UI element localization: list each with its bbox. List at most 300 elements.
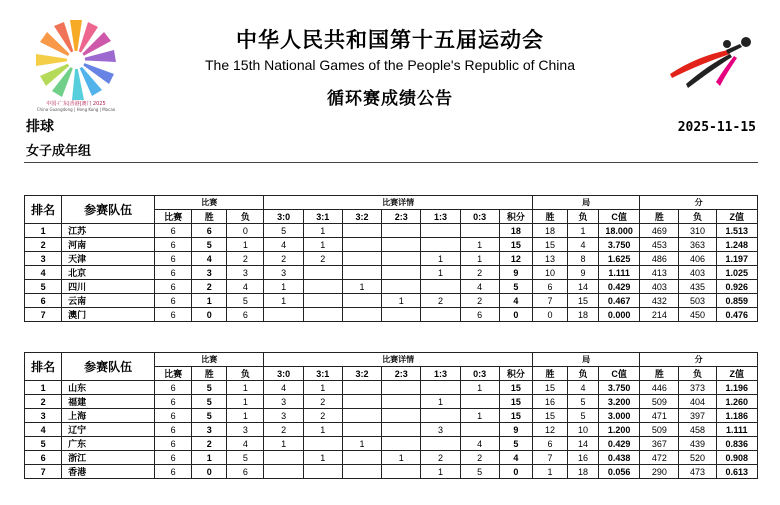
cell-sets-won: 15 xyxy=(532,381,567,395)
cell-pts-lost: 404 xyxy=(679,395,716,409)
cell-z: 1.513 xyxy=(716,224,757,238)
cell-team: 江苏 xyxy=(62,224,155,238)
cell-pts: 15 xyxy=(499,381,532,395)
cell-pts-won: 453 xyxy=(640,238,679,252)
cell-s13 xyxy=(421,224,460,238)
cell-s23 xyxy=(382,280,421,294)
col-rank: 排名 xyxy=(25,353,62,381)
col-sets-group: 局 xyxy=(532,196,639,210)
cell-s32 xyxy=(342,294,381,308)
cell-rank: 5 xyxy=(25,437,62,451)
cell-pts-won: 486 xyxy=(640,252,679,266)
cell-pts-lost: 473 xyxy=(679,465,716,479)
cell-rank: 1 xyxy=(25,224,62,238)
cell-sets-won: 18 xyxy=(532,224,567,238)
cell-played: 6 xyxy=(155,437,192,451)
cell-s23 xyxy=(382,437,421,451)
cell-sets-lost: 14 xyxy=(568,280,599,294)
cell-s23 xyxy=(382,308,421,322)
cell-team: 云南 xyxy=(62,294,155,308)
cell-sets-won: 16 xyxy=(532,395,567,409)
cell-team: 北京 xyxy=(62,266,155,280)
cell-s30 xyxy=(264,465,303,479)
col-won: 胜 xyxy=(192,210,227,224)
cell-s31: 1 xyxy=(303,423,342,437)
cell-sets-won: 15 xyxy=(532,238,567,252)
cell-s03 xyxy=(460,395,499,409)
cell-sets-lost: 16 xyxy=(568,451,599,465)
cell-sets-lost: 5 xyxy=(568,395,599,409)
col-matches-group: 比赛 xyxy=(155,353,264,367)
col-points-group: 分 xyxy=(640,196,758,210)
cell-wins: 1 xyxy=(192,451,227,465)
cell-team: 浙江 xyxy=(62,451,155,465)
cell-sets-lost: 9 xyxy=(568,266,599,280)
cell-s31 xyxy=(303,266,342,280)
cell-played: 6 xyxy=(155,308,192,322)
cell-pts-lost: 458 xyxy=(679,423,716,437)
cell-lost: 4 xyxy=(227,280,264,294)
cell-s32: 1 xyxy=(342,280,381,294)
col-z-value: Z值 xyxy=(716,367,757,381)
col-team: 参赛队伍 xyxy=(62,196,155,224)
cell-pts: 15 xyxy=(499,395,532,409)
cell-rank: 3 xyxy=(25,252,62,266)
col-won: 胜 xyxy=(192,367,227,381)
cell-lost: 5 xyxy=(227,451,264,465)
cell-played: 6 xyxy=(155,451,192,465)
cell-s30: 3 xyxy=(264,266,303,280)
col-1-3: 1:3 xyxy=(421,367,460,381)
cell-team: 广东 xyxy=(62,437,155,451)
cell-wins: 6 xyxy=(192,224,227,238)
col-sets-won: 胜 xyxy=(532,210,567,224)
table-row xyxy=(25,224,758,238)
cell-s32 xyxy=(342,451,381,465)
cell-cval: 0.429 xyxy=(598,280,639,294)
cell-rank: 3 xyxy=(25,409,62,423)
cell-s13: 2 xyxy=(421,451,460,465)
cell-z: 0.836 xyxy=(716,437,757,451)
cell-pts-lost: 363 xyxy=(679,238,716,252)
cell-rank: 6 xyxy=(25,451,62,465)
cell-s13 xyxy=(421,308,460,322)
col-1-3: 1:3 xyxy=(421,210,460,224)
cell-s03: 1 xyxy=(460,409,499,423)
cell-s03: 2 xyxy=(460,451,499,465)
cell-pts-lost: 397 xyxy=(679,409,716,423)
col-lost: 负 xyxy=(227,210,264,224)
sport-name: 排球 xyxy=(26,119,54,135)
cell-sets-won: 13 xyxy=(532,252,567,266)
col-0-3: 0:3 xyxy=(460,210,499,224)
cell-sets-lost: 18 xyxy=(568,465,599,479)
cell-sets-lost: 4 xyxy=(568,381,599,395)
cell-s13: 2 xyxy=(421,294,460,308)
cell-pts-won: 413 xyxy=(640,266,679,280)
col-played: 比赛 xyxy=(155,210,192,224)
cell-s30: 1 xyxy=(264,280,303,294)
col-pts-won: 胜 xyxy=(640,367,679,381)
cell-pts-won: 446 xyxy=(640,381,679,395)
cell-played: 6 xyxy=(155,423,192,437)
cell-sets-lost: 15 xyxy=(568,294,599,308)
cell-sets-won: 12 xyxy=(532,423,567,437)
logo-caption-cn: 中国·广东|香港|澳门 2025 xyxy=(46,101,106,107)
cell-pts-won: 509 xyxy=(640,395,679,409)
cell-s30: 3 xyxy=(264,409,303,423)
cell-wins: 2 xyxy=(192,280,227,294)
cell-s31 xyxy=(303,294,342,308)
cell-s32 xyxy=(342,266,381,280)
cell-lost: 2 xyxy=(227,252,264,266)
cell-rank: 2 xyxy=(25,395,62,409)
cell-cval: 3.000 xyxy=(598,409,639,423)
cell-s23: 1 xyxy=(382,294,421,308)
table-row xyxy=(25,423,758,437)
col-c-value: C值 xyxy=(598,210,639,224)
cell-pts: 15 xyxy=(499,238,532,252)
cell-s13: 1 xyxy=(421,395,460,409)
cell-sets-lost: 4 xyxy=(568,238,599,252)
report-subtitle: 循环赛成绩公告 xyxy=(327,89,453,109)
cell-pts: 0 xyxy=(499,465,532,479)
cell-s23 xyxy=(382,224,421,238)
cell-s30: 2 xyxy=(264,423,303,437)
cell-wins: 3 xyxy=(192,423,227,437)
cell-rank: 2 xyxy=(25,238,62,252)
cell-pts-won: 432 xyxy=(640,294,679,308)
cell-pts-lost: 403 xyxy=(679,266,716,280)
cell-s03: 2 xyxy=(460,294,499,308)
cell-sets-won: 15 xyxy=(532,409,567,423)
cell-team: 天津 xyxy=(62,252,155,266)
cell-lost: 1 xyxy=(227,409,264,423)
cell-sets-won: 0 xyxy=(532,308,567,322)
cell-pts: 5 xyxy=(499,280,532,294)
cell-wins: 4 xyxy=(192,252,227,266)
table-row xyxy=(25,238,758,252)
cell-pts-lost: 439 xyxy=(679,437,716,451)
cell-cval: 1.200 xyxy=(598,423,639,437)
table-row xyxy=(25,294,758,308)
cell-sets-won: 7 xyxy=(532,294,567,308)
cell-z: 0.926 xyxy=(716,280,757,294)
cell-pts: 4 xyxy=(499,451,532,465)
cell-pts-lost: 406 xyxy=(679,252,716,266)
cell-pts-won: 509 xyxy=(640,423,679,437)
cell-played: 6 xyxy=(155,395,192,409)
cell-pts-won: 290 xyxy=(640,465,679,479)
cell-team: 澳门 xyxy=(62,308,155,322)
col-2-3: 2:3 xyxy=(382,367,421,381)
cell-s03: 4 xyxy=(460,280,499,294)
cell-pts-lost: 373 xyxy=(679,381,716,395)
col-pts-won: 胜 xyxy=(640,210,679,224)
results-table xyxy=(24,352,758,479)
cell-cval: 18.000 xyxy=(598,224,639,238)
cell-s32 xyxy=(342,252,381,266)
col-3-2: 3:2 xyxy=(342,210,381,224)
cell-wins: 5 xyxy=(192,409,227,423)
table-row xyxy=(25,395,758,409)
cell-s23 xyxy=(382,465,421,479)
col-3-0: 3:0 xyxy=(264,210,303,224)
cell-pts-lost: 310 xyxy=(679,224,716,238)
cell-s30 xyxy=(264,308,303,322)
cell-team: 香港 xyxy=(62,465,155,479)
games-logo-icon xyxy=(28,14,124,110)
cell-s13: 1 xyxy=(421,465,460,479)
cell-s32: 1 xyxy=(342,437,381,451)
group-name: 女子成年组 xyxy=(26,144,92,159)
cell-s30 xyxy=(264,451,303,465)
cell-team: 上海 xyxy=(62,409,155,423)
cell-s31: 2 xyxy=(303,395,342,409)
cell-s03: 1 xyxy=(460,238,499,252)
col-sets-lost: 负 xyxy=(568,210,599,224)
cell-rank: 6 xyxy=(25,294,62,308)
cell-lost: 5 xyxy=(227,294,264,308)
cell-wins: 0 xyxy=(192,308,227,322)
cell-s31 xyxy=(303,280,342,294)
cell-pts-won: 469 xyxy=(640,224,679,238)
cell-s32 xyxy=(342,423,381,437)
col-pts-lost: 负 xyxy=(679,367,716,381)
cell-s13: 1 xyxy=(421,252,460,266)
cell-pts: 9 xyxy=(499,423,532,437)
cell-cval: 1.625 xyxy=(598,252,639,266)
cell-sets-won: 6 xyxy=(532,437,567,451)
cell-s13 xyxy=(421,437,460,451)
cell-lost: 3 xyxy=(227,423,264,437)
cell-z: 0.613 xyxy=(716,465,757,479)
cell-lost: 1 xyxy=(227,381,264,395)
cell-cval: 3.750 xyxy=(598,381,639,395)
cell-pts-won: 472 xyxy=(640,451,679,465)
report-date: 2025-11-15 xyxy=(677,120,756,135)
col-rank: 排名 xyxy=(25,196,62,224)
cell-s32 xyxy=(342,409,381,423)
cell-cval: 3.750 xyxy=(598,238,639,252)
cell-pts: 5 xyxy=(499,437,532,451)
cell-z: 1.260 xyxy=(716,395,757,409)
cell-pts: 0 xyxy=(499,308,532,322)
col-details-group: 比赛详情 xyxy=(264,353,532,367)
cell-s23 xyxy=(382,409,421,423)
cell-lost: 4 xyxy=(227,437,264,451)
col-points-group: 分 xyxy=(640,353,758,367)
cell-pts-won: 367 xyxy=(640,437,679,451)
cell-rank: 7 xyxy=(25,465,62,479)
cell-s13: 3 xyxy=(421,423,460,437)
cell-s23 xyxy=(382,266,421,280)
cell-s31 xyxy=(303,308,342,322)
cell-s30: 1 xyxy=(264,437,303,451)
cell-pts-lost: 435 xyxy=(679,280,716,294)
col-matches-group: 比赛 xyxy=(155,196,264,210)
cell-s31 xyxy=(303,465,342,479)
cell-pts-won: 403 xyxy=(640,280,679,294)
col-sets-won: 胜 xyxy=(532,367,567,381)
cell-s23: 1 xyxy=(382,451,421,465)
col-lost: 负 xyxy=(227,367,264,381)
cell-s13 xyxy=(421,280,460,294)
cell-s32 xyxy=(342,381,381,395)
cell-s23 xyxy=(382,381,421,395)
cell-team: 辽宁 xyxy=(62,423,155,437)
table-row xyxy=(25,409,758,423)
cell-lost: 6 xyxy=(227,308,264,322)
cell-s30: 4 xyxy=(264,381,303,395)
cell-cval: 1.111 xyxy=(598,266,639,280)
cell-s03: 6 xyxy=(460,308,499,322)
cell-sets-lost: 10 xyxy=(568,423,599,437)
cell-s32 xyxy=(342,224,381,238)
cell-sets-lost: 14 xyxy=(568,437,599,451)
cell-s31: 1 xyxy=(303,224,342,238)
cell-sets-lost: 5 xyxy=(568,409,599,423)
col-points: 积分 xyxy=(499,367,532,381)
table-row xyxy=(25,451,758,465)
cell-played: 6 xyxy=(155,409,192,423)
cell-s31: 1 xyxy=(303,238,342,252)
cell-wins: 5 xyxy=(192,381,227,395)
cell-s23 xyxy=(382,423,421,437)
cell-s23 xyxy=(382,238,421,252)
cell-sets-won: 7 xyxy=(532,451,567,465)
cell-lost: 3 xyxy=(227,266,264,280)
cell-z: 0.908 xyxy=(716,451,757,465)
col-2-3: 2:3 xyxy=(382,210,421,224)
cell-s13 xyxy=(421,409,460,423)
cell-rank: 5 xyxy=(25,280,62,294)
cell-cval: 0.429 xyxy=(598,437,639,451)
cell-lost: 1 xyxy=(227,395,264,409)
col-sets-lost: 负 xyxy=(568,367,599,381)
cell-s23 xyxy=(382,395,421,409)
cell-played: 6 xyxy=(155,252,192,266)
games-logo xyxy=(28,14,124,114)
cell-s03: 5 xyxy=(460,465,499,479)
cell-rank: 4 xyxy=(25,266,62,280)
cell-team: 山东 xyxy=(62,381,155,395)
cell-z: 1.196 xyxy=(716,381,757,395)
cell-s30: 4 xyxy=(264,238,303,252)
col-3-0: 3:0 xyxy=(264,367,303,381)
page-title-english: The 15th National Games of the People's Republic of China xyxy=(204,57,575,73)
cell-wins: 3 xyxy=(192,266,227,280)
table-row xyxy=(25,465,758,479)
cell-wins: 5 xyxy=(192,238,227,252)
cell-s30: 2 xyxy=(264,252,303,266)
cell-sets-won: 1 xyxy=(532,465,567,479)
col-pts-lost: 负 xyxy=(679,210,716,224)
cell-pts-won: 214 xyxy=(640,308,679,322)
cell-sets-won: 6 xyxy=(532,280,567,294)
cell-s03 xyxy=(460,224,499,238)
cell-pts-lost: 450 xyxy=(679,308,716,322)
col-sets-group: 局 xyxy=(532,353,639,367)
cell-z: 0.476 xyxy=(716,308,757,322)
cell-lost: 0 xyxy=(227,224,264,238)
cell-s03: 2 xyxy=(460,266,499,280)
cell-cval: 0.467 xyxy=(598,294,639,308)
cell-s32 xyxy=(342,238,381,252)
page-title: 中华人民共和国第十五届运动会 xyxy=(236,28,544,52)
cell-s03: 1 xyxy=(460,381,499,395)
cell-z: 1.111 xyxy=(716,423,757,437)
col-z-value: Z值 xyxy=(716,210,757,224)
results-table xyxy=(24,195,758,322)
cell-s32 xyxy=(342,308,381,322)
cell-wins: 2 xyxy=(192,437,227,451)
cell-z: 1.197 xyxy=(716,252,757,266)
cell-s31: 1 xyxy=(303,381,342,395)
cell-played: 6 xyxy=(155,238,192,252)
col-0-3: 0:3 xyxy=(460,367,499,381)
cell-pts-won: 471 xyxy=(640,409,679,423)
cell-cval: 0.056 xyxy=(598,465,639,479)
cell-s03: 4 xyxy=(460,437,499,451)
cell-sets-lost: 1 xyxy=(568,224,599,238)
cell-z: 1.248 xyxy=(716,238,757,252)
cell-s31: 2 xyxy=(303,252,342,266)
cell-sets-won: 10 xyxy=(532,266,567,280)
cell-s30: 5 xyxy=(264,224,303,238)
table-row xyxy=(25,280,758,294)
cell-rank: 7 xyxy=(25,308,62,322)
cell-played: 6 xyxy=(155,465,192,479)
cell-pts-lost: 503 xyxy=(679,294,716,308)
cell-pts: 12 xyxy=(499,252,532,266)
table-row xyxy=(25,308,758,322)
cell-rank: 4 xyxy=(25,423,62,437)
cell-played: 6 xyxy=(155,224,192,238)
cell-z: 1.025 xyxy=(716,266,757,280)
cell-team: 四川 xyxy=(62,280,155,294)
cell-team: 福建 xyxy=(62,395,155,409)
table-row xyxy=(25,252,758,266)
cell-played: 6 xyxy=(155,381,192,395)
cell-s13 xyxy=(421,238,460,252)
logo-caption xyxy=(26,101,126,113)
col-3-1: 3:1 xyxy=(303,210,342,224)
col-details-group: 比赛详情 xyxy=(264,196,532,210)
volleyball-pictogram-icon xyxy=(668,32,754,94)
cell-team: 河南 xyxy=(62,238,155,252)
cell-wins: 1 xyxy=(192,294,227,308)
cell-cval: 0.000 xyxy=(598,308,639,322)
cell-s32 xyxy=(342,395,381,409)
cell-played: 6 xyxy=(155,280,192,294)
cell-rank: 1 xyxy=(25,381,62,395)
cell-lost: 6 xyxy=(227,465,264,479)
table-row xyxy=(25,437,758,451)
cell-s23 xyxy=(382,252,421,266)
col-c-value: C值 xyxy=(598,367,639,381)
cell-s13 xyxy=(421,381,460,395)
table-row xyxy=(25,381,758,395)
cell-s13: 1 xyxy=(421,266,460,280)
cell-played: 6 xyxy=(155,266,192,280)
cell-s03: 1 xyxy=(460,252,499,266)
col-3-1: 3:1 xyxy=(303,367,342,381)
cell-z: 0.859 xyxy=(716,294,757,308)
cell-pts: 4 xyxy=(499,294,532,308)
cell-cval: 0.438 xyxy=(598,451,639,465)
col-team: 参赛队伍 xyxy=(62,353,155,381)
